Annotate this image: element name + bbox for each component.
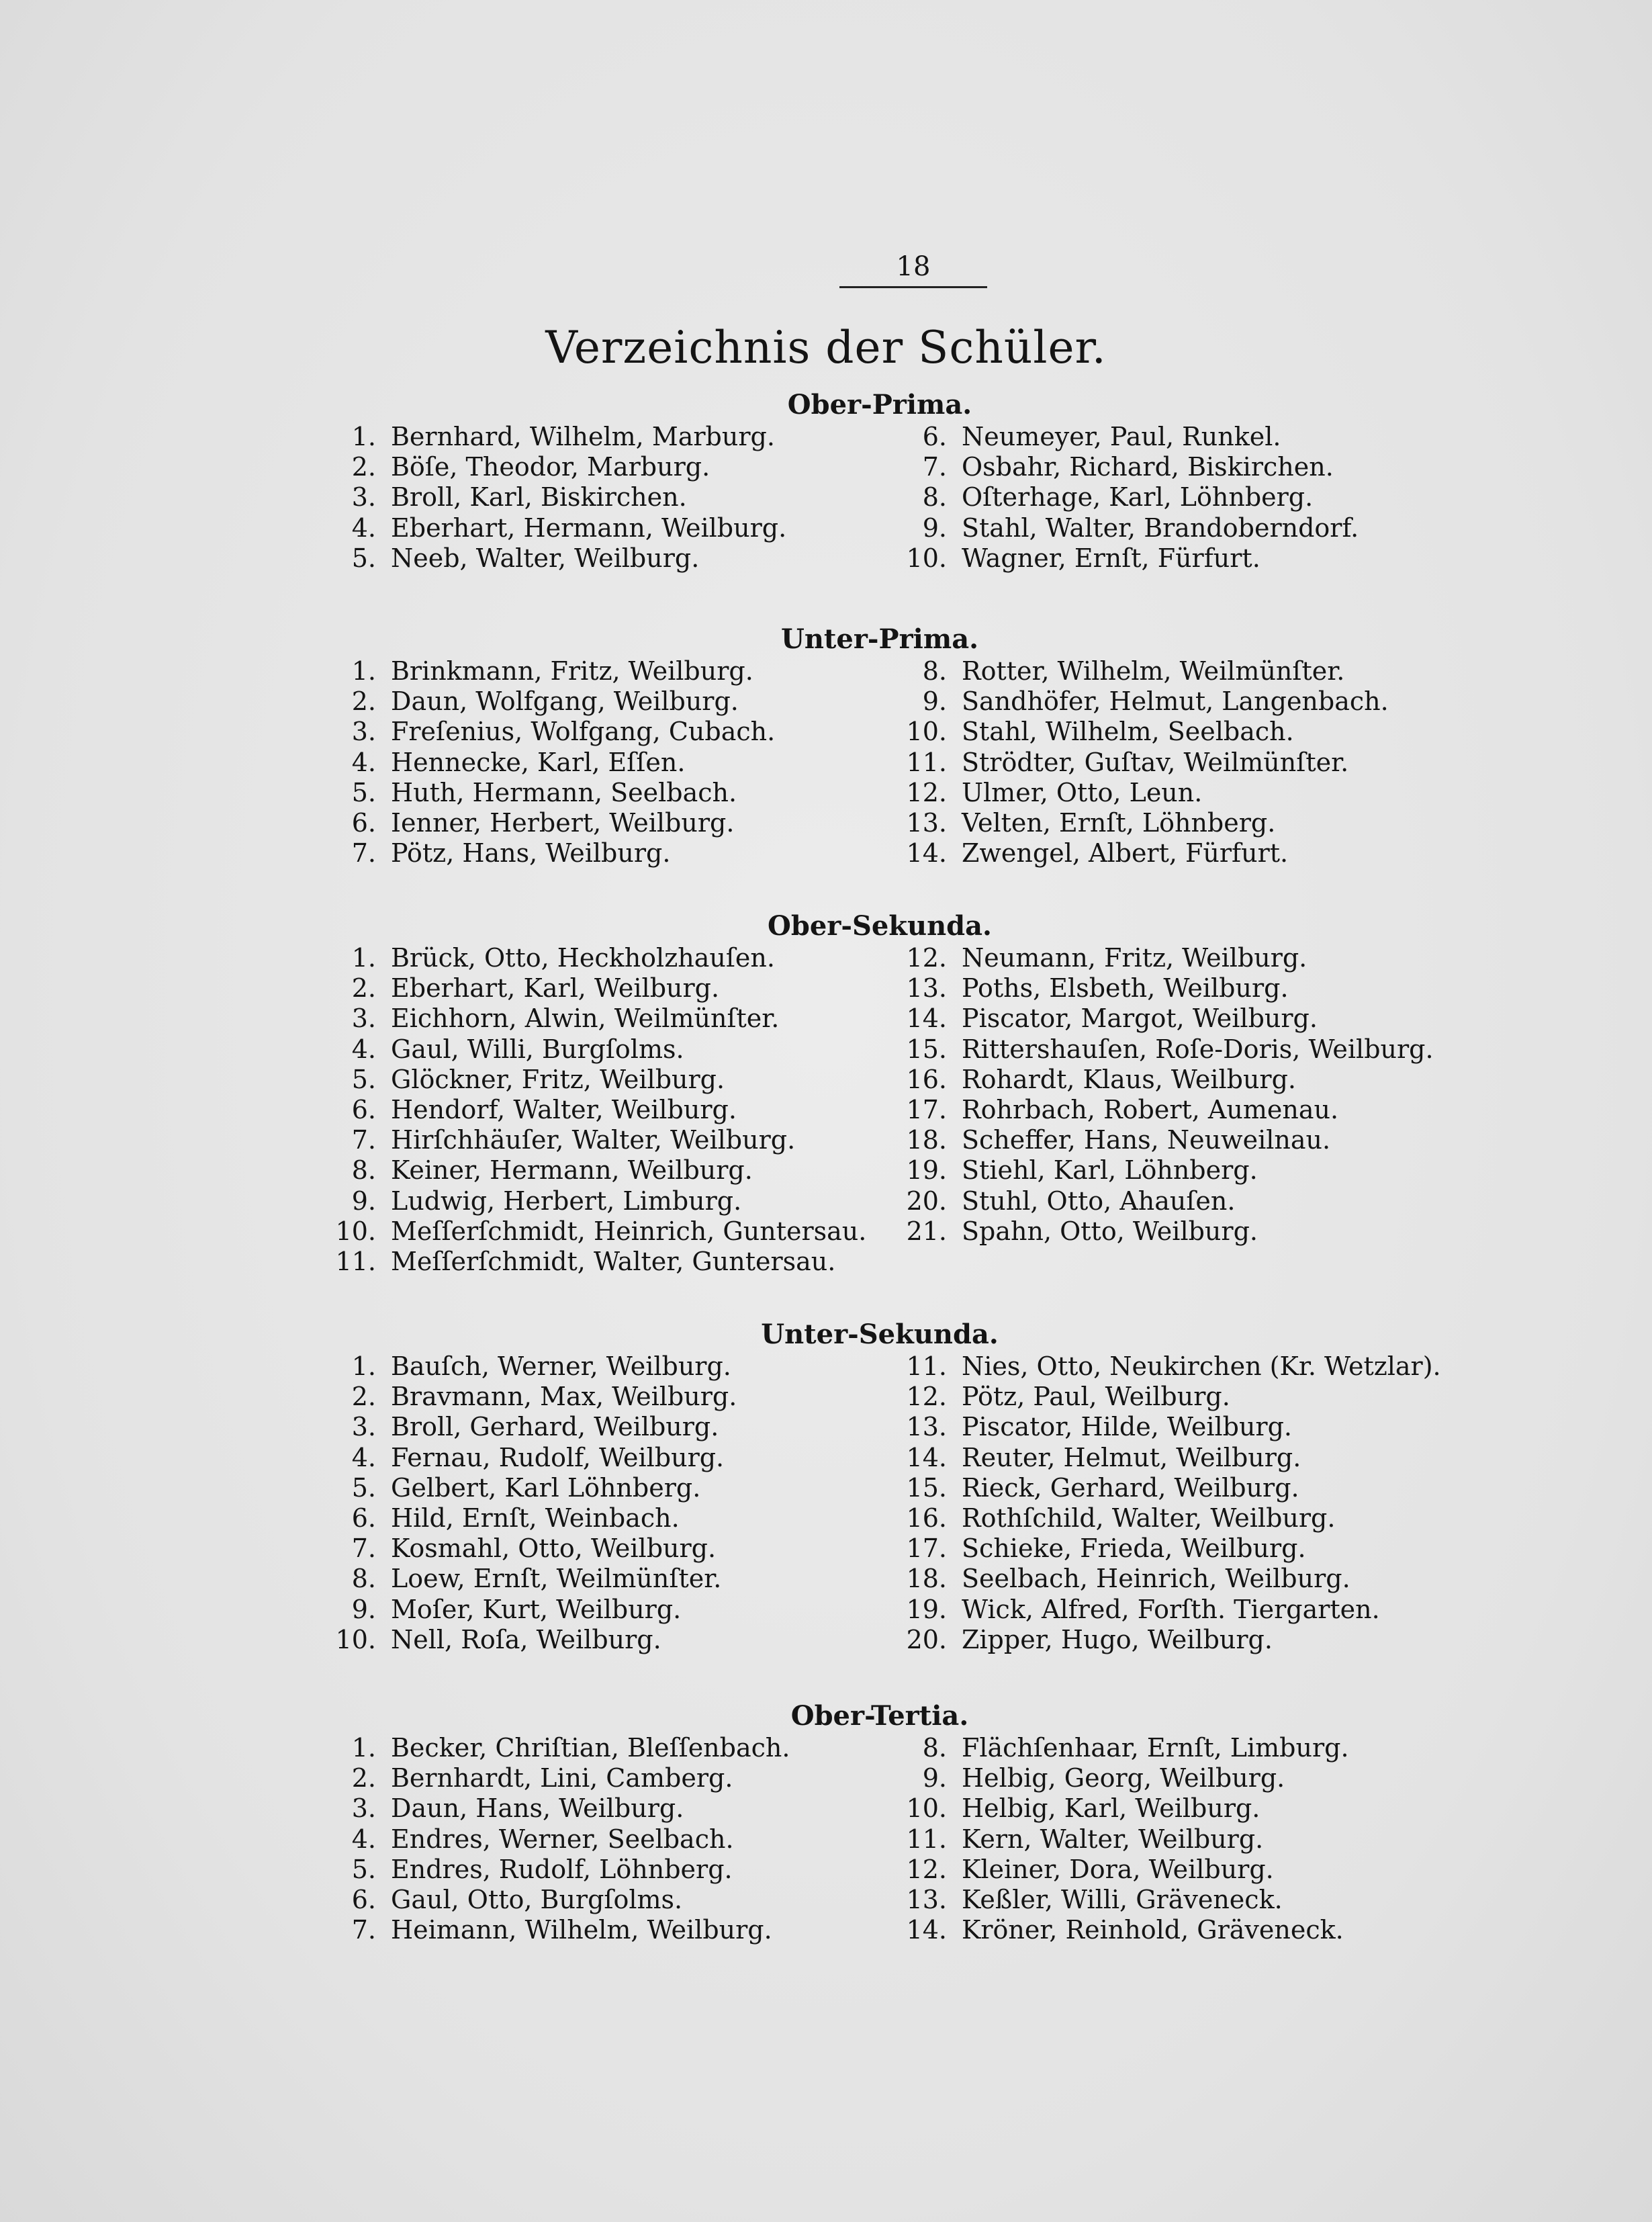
student-name: Bernhardt, Lini, Camberg. [391, 1763, 733, 1793]
student-name: Huth, Hermann, Seelbach. [391, 777, 737, 807]
entry-number: 13. [906, 1884, 947, 1914]
student-entry [886, 1186, 1434, 1216]
entry-number: 3. [351, 1793, 376, 1824]
entry-number: 2. [351, 686, 376, 717]
student-name: Poths, Elsbeth, Weilburg. [962, 973, 1289, 1004]
entry-number: 18. [906, 1564, 947, 1594]
student-name: Neumeyer, Paul, Runkel. [962, 422, 1281, 451]
student-name: Neumann, Fritz, Weilburg. [962, 943, 1307, 973]
student-entry [316, 778, 775, 808]
entry-number: 5. [351, 1064, 376, 1094]
student-name: Keiner, Hermann, Weilburg. [391, 1155, 753, 1186]
student-name: Gelbert, Karl Löhnberg. [391, 1472, 701, 1503]
entry-number: 9. [922, 1763, 947, 1793]
entry-number: 6. [351, 807, 376, 838]
student-name: Gaul, Otto, Burgſolms. [391, 1884, 683, 1914]
student-name: Stahl, Walter, Brandoberndorf. [962, 513, 1359, 543]
student-entry [316, 1733, 790, 1763]
left-column [316, 1733, 790, 1945]
student-name: Nies, Otto, Neukirchen (Kr. Wetzlar). [962, 1351, 1441, 1381]
student-entry [886, 1443, 1441, 1473]
student-entry [886, 513, 1359, 543]
entry-number: 11. [906, 747, 947, 777]
student-name: Ienner, Herbert, Weilburg. [391, 807, 735, 838]
student-name: Böſe, Theodor, Marburg. [391, 452, 710, 482]
entry-number: 9. [922, 513, 947, 543]
student-name: Strödter, Guſtav, Weilmünſter. [962, 747, 1349, 777]
student-entry [316, 1824, 790, 1855]
student-name: Kröner, Reinhold, Gräveneck. [962, 1915, 1344, 1945]
student-name: Stuhl, Otto, Ahauſen. [962, 1186, 1236, 1216]
entry-number: 19. [906, 1594, 947, 1624]
student-entry [886, 1095, 1434, 1125]
student-entry [316, 1763, 790, 1793]
student-name: Zwengel, Albert, Fürfurt. [962, 838, 1289, 869]
student-entry [886, 1763, 1349, 1793]
entry-number: 3. [351, 482, 376, 513]
entry-number: 7. [351, 1534, 376, 1564]
student-name: Schieke, Frieda, Weilburg. [962, 1534, 1306, 1564]
student-entry [886, 543, 1359, 574]
student-name: Daun, Wolfgang, Weilburg. [391, 686, 739, 717]
student-name: Becker, Chriſtian, Bleſſenbach. [391, 1733, 790, 1763]
student-entry [886, 1534, 1441, 1564]
student-name: Spahn, Otto, Weilburg. [962, 1216, 1258, 1246]
student-entry [886, 778, 1389, 808]
entry-number: 14. [906, 1915, 947, 1945]
student-entry [316, 1443, 737, 1473]
entry-number: 3. [351, 1004, 376, 1034]
student-entry [886, 1564, 1441, 1594]
student-name: Ludwig, Herbert, Limburg. [391, 1186, 742, 1216]
student-name: Piscator, Margot, Weilburg. [962, 1004, 1318, 1034]
student-entry [316, 1534, 737, 1564]
student-name: Rotter, Wilhelm, Weilmünſter. [962, 656, 1345, 686]
student-name: Wick, Alfred, Forſth. Tiergarten. [962, 1594, 1380, 1624]
entry-number: 8. [922, 1733, 947, 1763]
student-entry [316, 1216, 866, 1247]
student-name: Keßler, Willi, Gräveneck. [962, 1884, 1283, 1914]
student-name: Hild, Ernſt, Weinbach. [391, 1503, 680, 1533]
student-entry [886, 748, 1389, 778]
student-name: Brinkmann, Fritz, Weilburg. [391, 656, 753, 686]
student-entry [316, 1564, 737, 1594]
student-name: Oſterhage, Karl, Löhnberg. [962, 482, 1314, 513]
student-name: Bauſch, Werner, Weilburg. [391, 1351, 731, 1381]
right-column [886, 943, 1434, 1247]
student-entry [316, 1412, 737, 1442]
student-entry [316, 1625, 737, 1655]
left-column [316, 656, 775, 869]
student-name: Glöckner, Fritz, Weilburg. [391, 1064, 725, 1094]
student-name: Heimann, Wilhelm, Weilburg. [391, 1915, 772, 1945]
entry-number: 2. [351, 973, 376, 1004]
entry-number: 10. [906, 543, 947, 573]
student-entry [886, 686, 1389, 717]
student-name: Osbahr, Richard, Biskirchen. [962, 452, 1334, 482]
student-entry [886, 1004, 1434, 1034]
student-entry [886, 1885, 1349, 1915]
right-column [886, 656, 1389, 869]
entry-number: 1. [351, 1733, 376, 1763]
student-entry [886, 1351, 1441, 1382]
student-name: Ulmer, Otto, Leun. [962, 777, 1203, 807]
student-entry [316, 1004, 866, 1034]
student-entry [886, 1915, 1349, 1945]
student-name: Bravmann, Max, Weilburg. [391, 1382, 737, 1412]
student-entry [886, 422, 1359, 452]
entry-number: 4. [351, 1824, 376, 1854]
page-number: 18 [839, 250, 987, 288]
student-name: Sandhöfer, Helmut, Langenbach. [962, 686, 1389, 717]
student-name: Zipper, Hugo, Weilburg. [962, 1624, 1273, 1654]
left-column [316, 1351, 737, 1655]
entry-number: 15. [906, 1034, 947, 1064]
entry-number: 9. [351, 1594, 376, 1624]
entry-number: 8. [351, 1564, 376, 1594]
student-entry [316, 1095, 866, 1125]
entry-number: 9. [922, 686, 947, 717]
student-name: Brück, Otto, Heckholzhauſen. [391, 943, 775, 973]
student-name: Hennecke, Karl, Eſſen. [391, 747, 686, 777]
entry-number: 1. [351, 943, 376, 973]
entry-number: 7. [351, 1915, 376, 1945]
student-entry [886, 1855, 1349, 1885]
student-name: Moſer, Kurt, Weilburg. [391, 1594, 682, 1624]
section-heading: Ober-Tertia. [790, 1700, 969, 1732]
entry-number: 17. [906, 1534, 947, 1564]
entry-number: 1. [351, 1351, 376, 1381]
section-heading: Ober-Sekunda. [768, 910, 992, 942]
student-name: Hirſchhäuſer, Walter, Weilburg. [391, 1125, 796, 1155]
student-entry [316, 1915, 790, 1945]
entry-number: 19. [906, 1155, 947, 1186]
student-name: Freſenius, Wolfgang, Cubach. [391, 717, 776, 747]
student-name: Gaul, Willi, Burgſolms. [391, 1034, 684, 1064]
class-section-unter-sekunda [0, 1318, 1652, 1654]
entry-number: 15. [906, 1472, 947, 1503]
student-name: Eichhorn, Alwin, Weilmünſter. [391, 1004, 780, 1034]
student-name: Stiehl, Karl, Löhnberg. [962, 1155, 1258, 1186]
student-entry [886, 1412, 1441, 1442]
student-entry [886, 973, 1434, 1004]
student-name: Wagner, Ernſt, Fürfurt. [962, 543, 1260, 573]
entry-number: 8. [351, 1155, 376, 1186]
student-name: Reuter, Helmut, Weilburg. [962, 1442, 1301, 1472]
entry-number: 1. [351, 656, 376, 686]
entry-number: 12. [906, 777, 947, 807]
student-name: Fernau, Rudolf, Weilburg. [391, 1442, 725, 1472]
entry-number: 2. [351, 1382, 376, 1412]
student-name: Kern, Walter, Weilburg. [962, 1824, 1264, 1854]
entry-number: 8. [922, 656, 947, 686]
entry-number: 7. [922, 452, 947, 482]
student-entry [316, 717, 775, 747]
student-entry [886, 656, 1389, 686]
student-entry [886, 482, 1359, 513]
student-entry [886, 1793, 1349, 1824]
student-name: Endres, Rudolf, Löhnberg. [391, 1854, 733, 1884]
entry-number: 13. [906, 807, 947, 838]
student-name: Kleiner, Dora, Weilburg. [962, 1854, 1274, 1884]
entry-number: 8. [922, 482, 947, 513]
entry-number: 12. [906, 943, 947, 973]
student-entry [886, 452, 1359, 482]
student-entry [316, 1125, 866, 1155]
student-name: Pötz, Hans, Weilburg. [391, 838, 671, 869]
student-entry [886, 1216, 1434, 1247]
entry-number: 9. [351, 1186, 376, 1216]
student-entry [886, 1473, 1441, 1503]
entry-number: 14. [906, 1004, 947, 1034]
student-name: Eberhart, Karl, Weilburg. [391, 973, 720, 1004]
entry-number: 14. [906, 838, 947, 869]
student-entry [886, 838, 1389, 869]
student-entry [886, 1034, 1434, 1065]
student-entry [316, 686, 775, 717]
student-name: Eberhart, Hermann, Weilburg. [391, 513, 787, 543]
student-name: Piscator, Hilde, Weilburg. [962, 1412, 1292, 1442]
student-name: Endres, Werner, Seelbach. [391, 1824, 734, 1854]
left-column [316, 943, 866, 1277]
entry-number: 16. [906, 1503, 947, 1533]
student-name: Rothſchild, Walter, Weilburg. [962, 1503, 1336, 1533]
right-column [886, 1733, 1349, 1945]
entry-number: 14. [906, 1442, 947, 1472]
student-entry [316, 838, 775, 869]
entry-number: 6. [351, 1094, 376, 1124]
student-entry [316, 1065, 866, 1095]
entry-number: 21. [906, 1216, 947, 1246]
student-entry [886, 1595, 1441, 1625]
student-entry [316, 1473, 737, 1503]
entry-number: 17. [906, 1094, 947, 1124]
entry-number: 11. [906, 1824, 947, 1854]
student-entry [886, 1503, 1441, 1534]
student-name: Bernhard, Wilhelm, Marburg. [391, 422, 775, 451]
class-section-unter-prima [0, 623, 1652, 869]
student-name: Flächſenhaar, Ernſt, Limburg. [962, 1733, 1349, 1763]
class-section-ober-prima [0, 388, 1652, 573]
student-entry [886, 1155, 1434, 1186]
student-name: Neeb, Walter, Weilburg. [391, 543, 700, 573]
student-entry [316, 1155, 866, 1186]
entry-number: 10. [335, 1624, 376, 1654]
student-entry [316, 973, 866, 1004]
student-entry [316, 1793, 790, 1824]
student-entry [316, 1855, 790, 1885]
entry-number: 7. [351, 838, 376, 869]
student-name: Broll, Karl, Biskirchen. [391, 482, 687, 513]
student-entry [316, 1247, 866, 1277]
entry-number: 10. [906, 717, 947, 747]
entry-number: 1. [351, 422, 376, 451]
student-entry [886, 943, 1434, 973]
student-name: Meſſerſchmidt, Heinrich, Guntersau. [391, 1216, 867, 1246]
entry-number: 4. [351, 513, 376, 543]
section-heading: Unter-Sekunda. [761, 1319, 999, 1350]
entry-number: 11. [906, 1351, 947, 1381]
entry-number: 11. [335, 1246, 376, 1276]
student-name: Rohardt, Klaus, Weilburg. [962, 1064, 1296, 1094]
class-section-ober-sekunda [0, 909, 1652, 1276]
student-entry [886, 717, 1389, 747]
student-entry [886, 1625, 1441, 1655]
student-name: Nell, Roſa, Weilburg. [391, 1624, 661, 1654]
entry-number: 5. [351, 1854, 376, 1884]
right-column [886, 1351, 1441, 1655]
student-name: Broll, Gerhard, Weilburg. [391, 1412, 719, 1442]
student-name: Stahl, Wilhelm, Seelbach. [962, 717, 1294, 747]
student-entry [886, 1125, 1434, 1155]
page-title: Verzeichnis der Schüler. [545, 322, 1107, 373]
entry-number: 13. [906, 973, 947, 1004]
student-entry [316, 943, 866, 973]
entry-number: 7. [351, 1125, 376, 1155]
student-entry [316, 482, 786, 513]
class-section-ober-tertia [0, 1699, 1652, 1945]
student-entry [316, 1382, 737, 1412]
student-name: Rohrbach, Robert, Aumenau. [962, 1094, 1339, 1124]
student-name: Loew, Ernſt, Weilmünſter. [391, 1564, 722, 1594]
student-entry [316, 1351, 737, 1382]
entry-number: 18. [906, 1125, 947, 1155]
left-column [316, 422, 786, 574]
entry-number: 5. [351, 543, 376, 573]
entry-number: 4. [351, 1034, 376, 1064]
student-name: Velten, Ernſt, Löhnberg. [962, 807, 1276, 838]
student-entry [316, 452, 786, 482]
student-entry [316, 808, 775, 838]
entry-number: 6. [351, 1503, 376, 1533]
student-entry [886, 1065, 1434, 1095]
student-entry [316, 1503, 737, 1534]
student-entry [316, 748, 775, 778]
entry-number: 5. [351, 777, 376, 807]
student-entry [316, 422, 786, 452]
section-heading: Ober-Prima. [787, 389, 972, 420]
entry-number: 4. [351, 747, 376, 777]
entry-number: 5. [351, 1472, 376, 1503]
student-name: Hendorf, Walter, Weilburg. [391, 1094, 737, 1124]
student-name: Kosmahl, Otto, Weilburg. [391, 1534, 717, 1564]
student-entry [316, 1885, 790, 1915]
entry-number: 2. [351, 1763, 376, 1793]
entry-number: 12. [906, 1854, 947, 1884]
student-entry [316, 543, 786, 574]
entry-number: 4. [351, 1442, 376, 1472]
student-name: Rittershauſen, Roſe-Doris, Weilburg. [962, 1034, 1434, 1064]
student-entry [886, 1733, 1349, 1763]
entry-number: 3. [351, 717, 376, 747]
entry-number: 6. [922, 422, 947, 451]
entry-number: 6. [351, 1884, 376, 1914]
section-heading: Unter-Prima. [780, 623, 979, 655]
student-name: Helbig, Karl, Weilburg. [962, 1793, 1260, 1824]
student-name: Daun, Hans, Weilburg. [391, 1793, 684, 1824]
right-column [886, 422, 1359, 574]
student-name: Meſſerſchmidt, Walter, Guntersau. [391, 1246, 836, 1276]
student-name: Pötz, Paul, Weilburg. [962, 1382, 1230, 1412]
student-name: Seelbach, Heinrich, Weilburg. [962, 1564, 1350, 1594]
entry-number: 12. [906, 1382, 947, 1412]
entry-number: 2. [351, 452, 376, 482]
entry-number: 16. [906, 1064, 947, 1094]
student-name: Rieck, Gerhard, Weilburg. [962, 1472, 1299, 1503]
student-entry [316, 656, 775, 686]
student-entry [316, 1034, 866, 1065]
student-entry [316, 513, 786, 543]
entry-number: 10. [335, 1216, 376, 1246]
entry-number: 3. [351, 1412, 376, 1442]
student-entry [316, 1186, 866, 1216]
entry-number: 20. [906, 1624, 947, 1654]
student-entry [886, 1382, 1441, 1412]
student-name: Scheffer, Hans, Neuweilnau. [962, 1125, 1331, 1155]
student-name: Helbig, Georg, Weilburg. [962, 1763, 1285, 1793]
student-entry [316, 1595, 737, 1625]
entry-number: 13. [906, 1412, 947, 1442]
student-entry [886, 808, 1389, 838]
student-entry [886, 1824, 1349, 1855]
entry-number: 20. [906, 1186, 947, 1216]
entry-number: 10. [906, 1793, 947, 1824]
